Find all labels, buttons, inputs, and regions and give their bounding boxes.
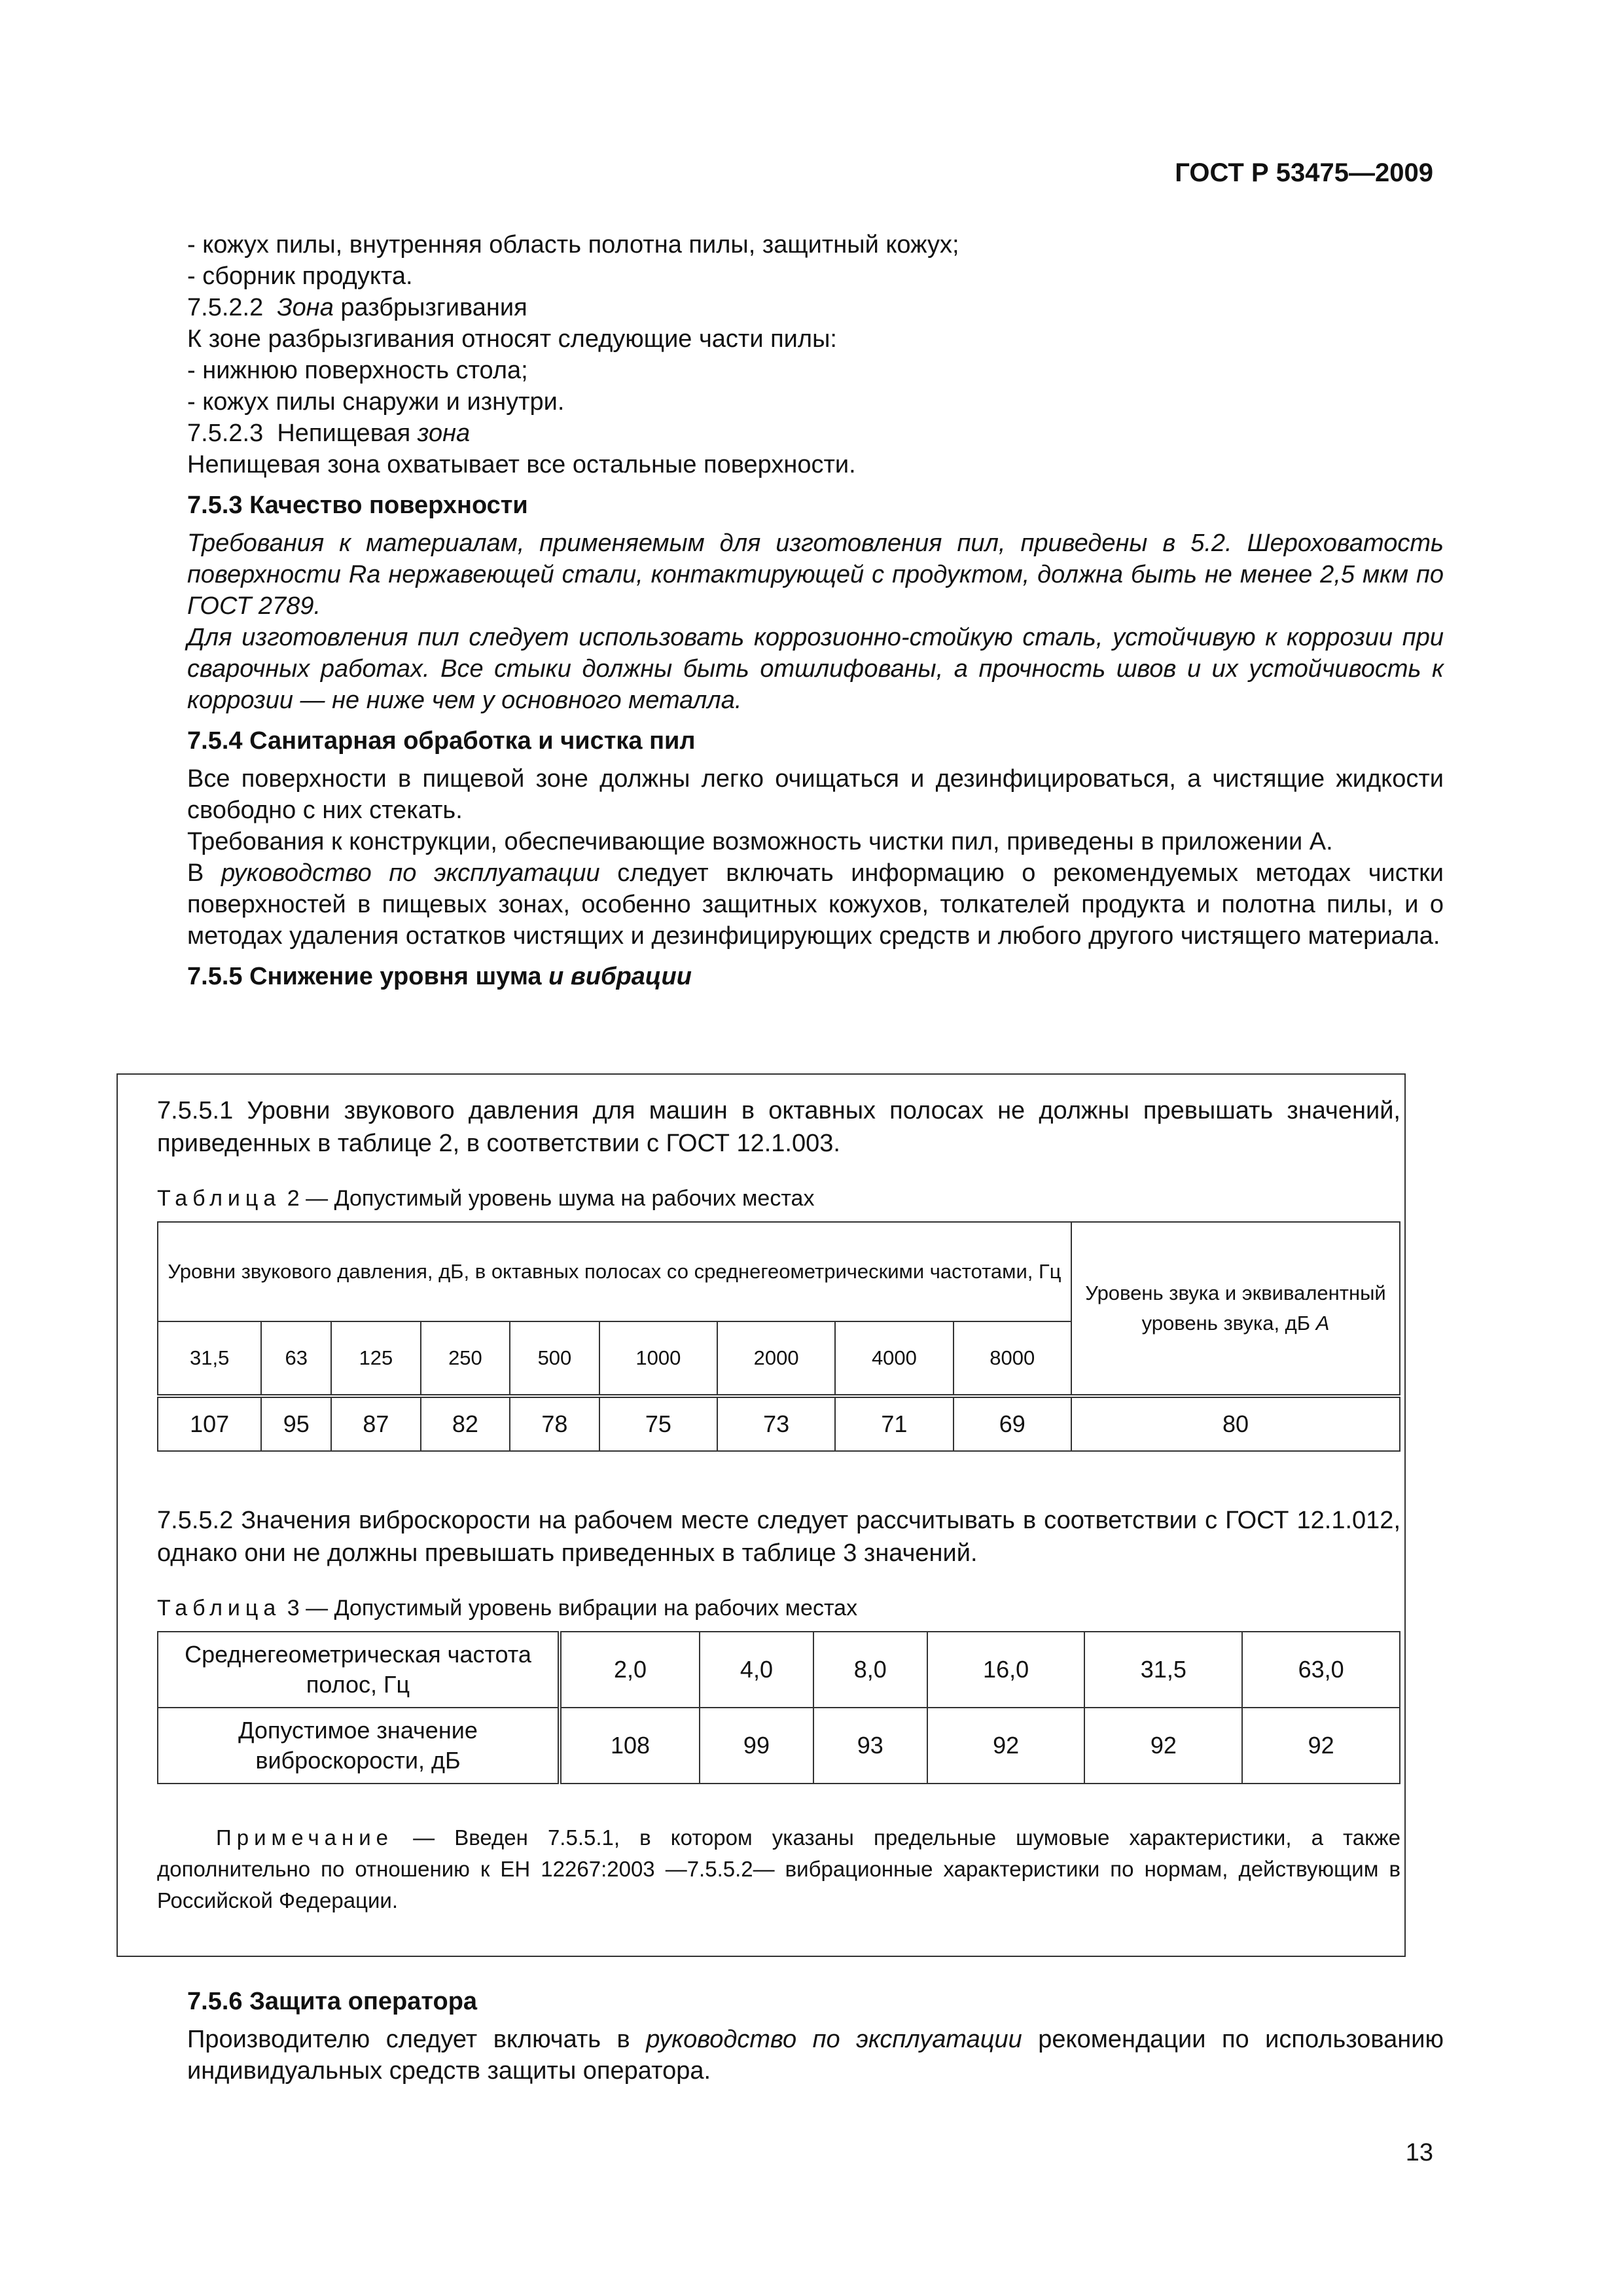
table-cell: 250 [421, 1321, 510, 1396]
italic-span: руководство по эксплуатации [646, 2026, 1022, 2053]
table-cell: 71 [835, 1396, 953, 1451]
caption-label: Таблица [157, 1596, 281, 1621]
section-heading-755 [187, 961, 1444, 992]
italic-span: руководство по эксплуатации [221, 859, 600, 887]
table-cell: 63 [261, 1321, 331, 1396]
caption-text: 2 — Допустимый уровень шума на рабочих местах [287, 1186, 815, 1211]
table-row-label: Среднегеометрическая частота полос, Гц [158, 1632, 560, 1708]
text-line: Непищевая зона охватывает все остальные поверхности. [187, 451, 856, 478]
subsection-7523 [187, 418, 1444, 449]
subsection-number: 7.5.2.2 [187, 294, 264, 321]
subsection-number: 7.5.2.3 [187, 420, 264, 447]
page-body-bottom [187, 1977, 1444, 2087]
header-text: Уровень звука и эквивалентный уровень звука, дБ [1085, 1282, 1386, 1335]
table-cell: 31,5 [158, 1321, 261, 1396]
note-text: — Введен 7.5.5.1, в котором указаны предельные шумовые характеристики, а также дополнительно по отношению к ЕН 12267:2003 —7.5.5.2— вибрационные характеристики по нормам, действующим в Российской Федерации. [157, 1825, 1400, 1912]
text-span: следует включать информацию о рекомендуемых методах чистки поверхностей в пищевых зонах, особенно защитных кожухов, толкателей продукта и полотна пилы, и о методах удаления остатков чистящих и дезинфицирующих средств и любого другого чистящего материала. [187, 859, 1444, 950]
table-cell: 75 [599, 1396, 717, 1451]
table-cell: 8,0 [813, 1632, 927, 1708]
text-line: - сборник продукта. [187, 262, 413, 290]
note-label: Примечание [216, 1825, 394, 1850]
header-italic: А [1315, 1312, 1330, 1335]
table-cell: 93 [813, 1708, 927, 1784]
table-cell: 82 [421, 1396, 510, 1451]
table-cell: 1000 [599, 1321, 717, 1396]
table-cell: 4,0 [700, 1632, 813, 1708]
table-cell: 500 [510, 1321, 599, 1396]
text-span: В [187, 859, 204, 887]
paragraph-7551: 7.5.5.1 Уровни звукового давления для машин в октавных полосах не должны превышать значений, приведенных в таблице 2, в соответствии с ГОСТ 12.1.003. [157, 1097, 1400, 1157]
paragraph [187, 2024, 1444, 2087]
table-cell: 95 [261, 1396, 331, 1451]
section-heading-754: 7.5.4 Санитарная обработка и чистка пил [187, 727, 696, 755]
heading-text: 7.5.5 Снижение уровня шума [187, 963, 542, 990]
table-cell: 78 [510, 1396, 599, 1451]
note [157, 1822, 1400, 1916]
text-span: Производителю следует включать в [187, 2026, 630, 2053]
table-cell: 125 [331, 1321, 421, 1396]
subsection-italic: Зона [277, 294, 334, 321]
table-2 [157, 1221, 1400, 1452]
table-cell: 99 [700, 1708, 813, 1784]
caption-label: Таблица [157, 1186, 281, 1211]
caption-text: 3 — Допустимый уровень вибрации на рабочих местах [287, 1596, 858, 1621]
table-row-label: Допустимое значение виброскорости, дБ [158, 1708, 560, 1784]
section-heading-756: 7.5.6 Защита оператора [187, 1988, 478, 2015]
subsection-7522 [187, 292, 1444, 323]
heading-italic: и вибрации [548, 963, 692, 990]
boxed-content [157, 1094, 1400, 1938]
paragraph: Требования к конструкции, обеспечивающие возможность чистки пил, приведены в приложении А. [187, 828, 1333, 855]
table-cell: 92 [927, 1708, 1085, 1784]
paragraph: Все поверхности в пищевой зоне должны легко очищаться и дезинфицироваться, а чистящие жидкости свободно с них стекать. [187, 765, 1444, 824]
table-cell: 92 [1084, 1708, 1242, 1784]
subsection-italic: зона [417, 420, 471, 447]
table-cell: 108 [560, 1708, 700, 1784]
section-heading-753: 7.5.3 Качество поверхности [187, 492, 528, 519]
table-cell: 16,0 [927, 1632, 1085, 1708]
paragraph-7552: 7.5.5.2 Значения виброскорости на рабочем месте следует рассчитывать в соответствии с ГОСТ 12.1.012, однако они не должны превышать приведенных в таблице 3 значений. [157, 1507, 1400, 1567]
boxed-section [116, 1073, 1406, 1957]
table-header-cell: Уровни звукового давления, дБ, в октавных полосах со среднегеометрическими частотами, Гц [158, 1222, 1071, 1321]
subsection-title: разбрызгивания [340, 294, 527, 321]
table-cell: 31,5 [1084, 1632, 1242, 1708]
paragraph: Требования к материалам, применяемым для изготовления пил, приведены в 5.2. Шероховатость поверхности Ra нержавеющей стали, контактирующей с продуктом, должна быть не менее 2,5 мкм по ГОСТ 2789. [187, 529, 1444, 620]
table-cell: 92 [1242, 1708, 1400, 1784]
table-cell: 73 [717, 1396, 835, 1451]
text-line: - нижнюю поверхность стола; [187, 357, 528, 384]
page-number: 13 [1405, 2139, 1433, 2166]
table-cell: 4000 [835, 1321, 953, 1396]
table-3 [157, 1631, 1400, 1784]
text-line: - кожух пилы, внутренняя область полотна пилы, защитный кожух; [187, 231, 959, 259]
table-cell: 69 [954, 1396, 1071, 1451]
paragraph [187, 857, 1444, 952]
table-3-caption [157, 1592, 1400, 1624]
table-cell: 80 [1071, 1396, 1400, 1451]
subsection-title: Непищевая [277, 420, 411, 447]
table-header-cell [1071, 1222, 1400, 1396]
page-body [187, 229, 1444, 999]
table-cell: 87 [331, 1396, 421, 1451]
table-2-caption [157, 1182, 1400, 1215]
table-cell: 2000 [717, 1321, 835, 1396]
table-cell: 107 [158, 1396, 261, 1451]
text-line: К зоне разбрызгивания относят следующие части пилы: [187, 325, 837, 353]
text-line: - кожух пилы снаружи и изнутри. [187, 388, 565, 416]
paragraph: Для изготовления пил следует использовать коррозионно-стойкую сталь, устойчивую к коррозии при сварочных работах. Все стыки должны быть отшлифованы, а прочность швов и их устойчивость к коррозии — не ниже чем у основного металла. [187, 624, 1444, 714]
table-cell: 8000 [954, 1321, 1071, 1396]
table-cell: 63,0 [1242, 1632, 1400, 1708]
document-header: ГОСТ Р 53475—2009 [1175, 158, 1433, 187]
table-cell: 2,0 [560, 1632, 700, 1708]
text-span: рекомендации по использованию индивидуальных средств защиты оператора. [187, 2026, 1444, 2085]
